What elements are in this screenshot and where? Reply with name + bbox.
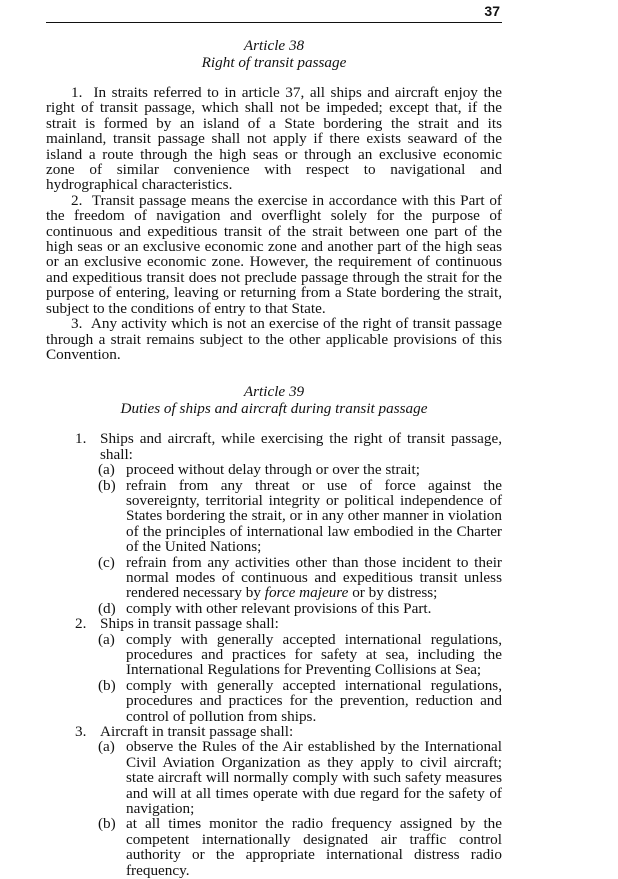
article-39-item-2b: (b) comply with generally accepted international regulations, procedures and practices for the prevention, reduction and control of pollution from ships. — [98, 676, 502, 725]
force-majeure-term: force majeure — [264, 584, 349, 602]
article-39-item-1d: (d) comply with other relevant provisions of this Part. — [98, 599, 432, 617]
article-38-para-2: 2. Transit passage means the exercise in accordance with this Part of the freedom of navigation and overflight solely for the purpose of continuous and expeditious transit of the strait between one part of the high seas or an exclusive economic zone and another part of the high seas or an exclusive economic zone. However, the requirement of continuous and expeditious transit does not preclude passage through the strait for the purpose of entering, leaving or returning from a State bordering the strait, subject to the conditions of entry to that State. — [46, 191, 502, 317]
article-39-item-3: 3. Aircraft in transit passage shall: — [75, 723, 294, 741]
article-39-item-2: 2. Ships in transit passage shall: — [75, 615, 279, 633]
article-39-item-2a: (a) comply with generally accepted international regulations, procedures and practices for safety at sea, including the International Regulations for Preventing Collisions at Sea; — [98, 630, 502, 679]
article-39-item-1b: (b) refrain from any threat or use of force against the sovereignty, territorial integrity or political independence of States bordering the strait, or in any other manner in violation of the principles of international law embodied in the Charter of the United Nations; — [98, 476, 502, 556]
article-38-number: Article 38 — [243, 37, 305, 54]
article-38-para-1: 1. In straits referred to in article 37, all ships and aircraft enjoy the right of transit passage, which shall not be impeded; except that, if the strait is formed by an island of a State bordering the strait and its mainland, transit passage shall not apply if there exists seaward of the island a route through the high seas or through an exclusive economic zone of similar convenience with respect to navigational and hydrographical characteristics. — [46, 84, 502, 194]
article-38-para-3: 3. Any activity which is not an exercise of the right of transit passage through a strait remains subject to the other applicable provisions of this Convention. — [46, 315, 503, 363]
article-39-title: Duties of ships and aircraft during transit passage — [120, 399, 428, 417]
page-number: 37 — [484, 3, 500, 19]
article-39-number: Article 39 — [243, 383, 305, 401]
page-body — [46, 38, 502, 878]
article-38-title: Right of transit passage — [201, 53, 347, 71]
article-39-item-3b: (b) at all times monitor the radio frequency assigned by the competent internationally designated air traffic control authority or the appropriate international distress radio frequency. — [98, 815, 502, 879]
article-39-item-3a: (a) observe the Rules of the Air established by the International Civil Aviation Organization as they apply to civil aircraft; state aircraft will normally comply with such safety measures and will at all times operate with due regard for the safety of navigation; — [98, 738, 502, 818]
article-39-item-1: 1. Ships and aircraft, while exercising the right of transit passage, shall: — [75, 430, 502, 463]
article-39-item-1a: (a) proceed without delay through or over the strait; — [98, 461, 420, 479]
article-39-item-1c: (c) refrain from any activities other than those incident to their normal modes of continuous and expeditious transit unless rendered necessary by force majeure or by distress; — [98, 553, 502, 602]
header-rule — [46, 22, 502, 23]
